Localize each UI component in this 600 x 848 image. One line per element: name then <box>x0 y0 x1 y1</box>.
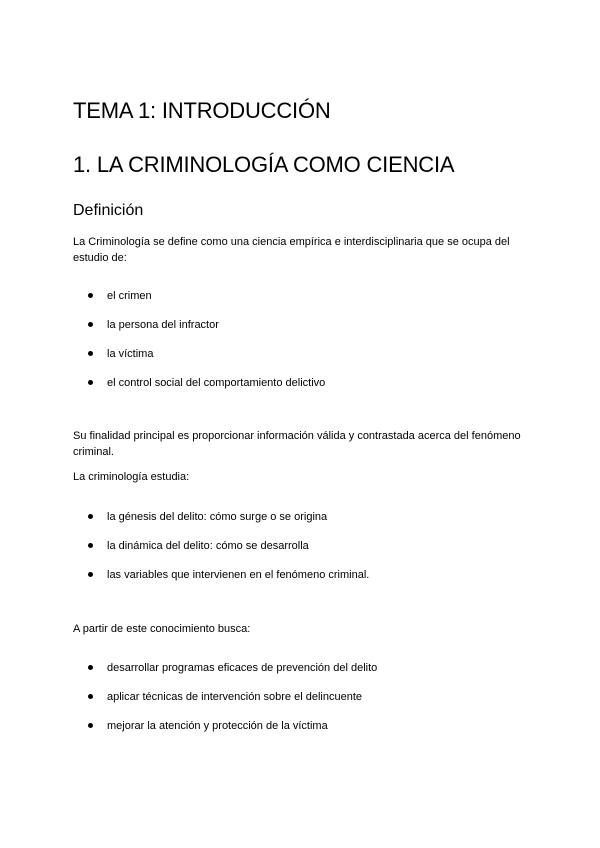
list-item <box>88 317 325 346</box>
list-item <box>88 288 325 317</box>
subheading-definicion: Definición <box>73 202 144 219</box>
list-item <box>88 375 325 404</box>
bullet-icon <box>88 543 93 548</box>
list-item <box>88 346 325 375</box>
bullet-icon <box>88 380 93 385</box>
bullet-icon <box>88 572 93 577</box>
list-item-text: las variables que intervienen en el fenómeno criminal. <box>107 569 370 581</box>
paragraph-busca: A partir de este conocimiento busca: <box>73 623 251 635</box>
bullet-icon <box>88 351 93 356</box>
list-study-objects <box>88 288 325 404</box>
paragraph-finalidad: Su finalidad principal es proporcionar información válida y contrastada acerca del fenómeno criminal. <box>73 430 521 458</box>
list-item <box>88 718 377 747</box>
list-item <box>88 509 369 538</box>
page-title: TEMA 1: INTRODUCCIÓN <box>73 98 331 123</box>
list-item-text: el control social del comportamiento delictivo <box>107 377 326 389</box>
bullet-icon <box>88 514 93 519</box>
list-item <box>88 660 377 689</box>
list-item <box>88 567 369 596</box>
bullet-icon <box>88 723 93 728</box>
bullet-icon <box>88 293 93 298</box>
list-item-text: desarrollar programas eficaces de prevención del delito <box>107 662 378 674</box>
list-item-text: la persona del infractor <box>107 319 219 331</box>
list-item-text: aplicar técnicas de intervención sobre el delincuente <box>107 691 362 703</box>
bullet-icon <box>88 322 93 327</box>
list-item <box>88 538 369 567</box>
list-estudia <box>88 509 369 596</box>
list-item-text: la víctima <box>107 348 154 360</box>
list-busca <box>88 660 377 747</box>
list-item-text: mejorar la atención y protección de la víctima <box>107 720 328 732</box>
paragraph-estudia: La criminología estudia: <box>73 471 190 483</box>
bullet-icon <box>88 694 93 699</box>
list-item-text: la dinámica del delito: cómo se desarrolla <box>107 540 309 552</box>
paragraph-definition: La Criminología se define como una ciencia empírica e interdisciplinaria que se ocupa del estudio de: <box>73 236 510 264</box>
section-title: 1. LA CRIMINOLOGÍA COMO CIENCIA <box>73 152 455 177</box>
list-item-text: el crimen <box>107 290 152 302</box>
list-item-text: la génesis del delito: cómo surge o se origina <box>107 511 328 523</box>
bullet-icon <box>88 665 93 670</box>
list-item <box>88 689 377 718</box>
